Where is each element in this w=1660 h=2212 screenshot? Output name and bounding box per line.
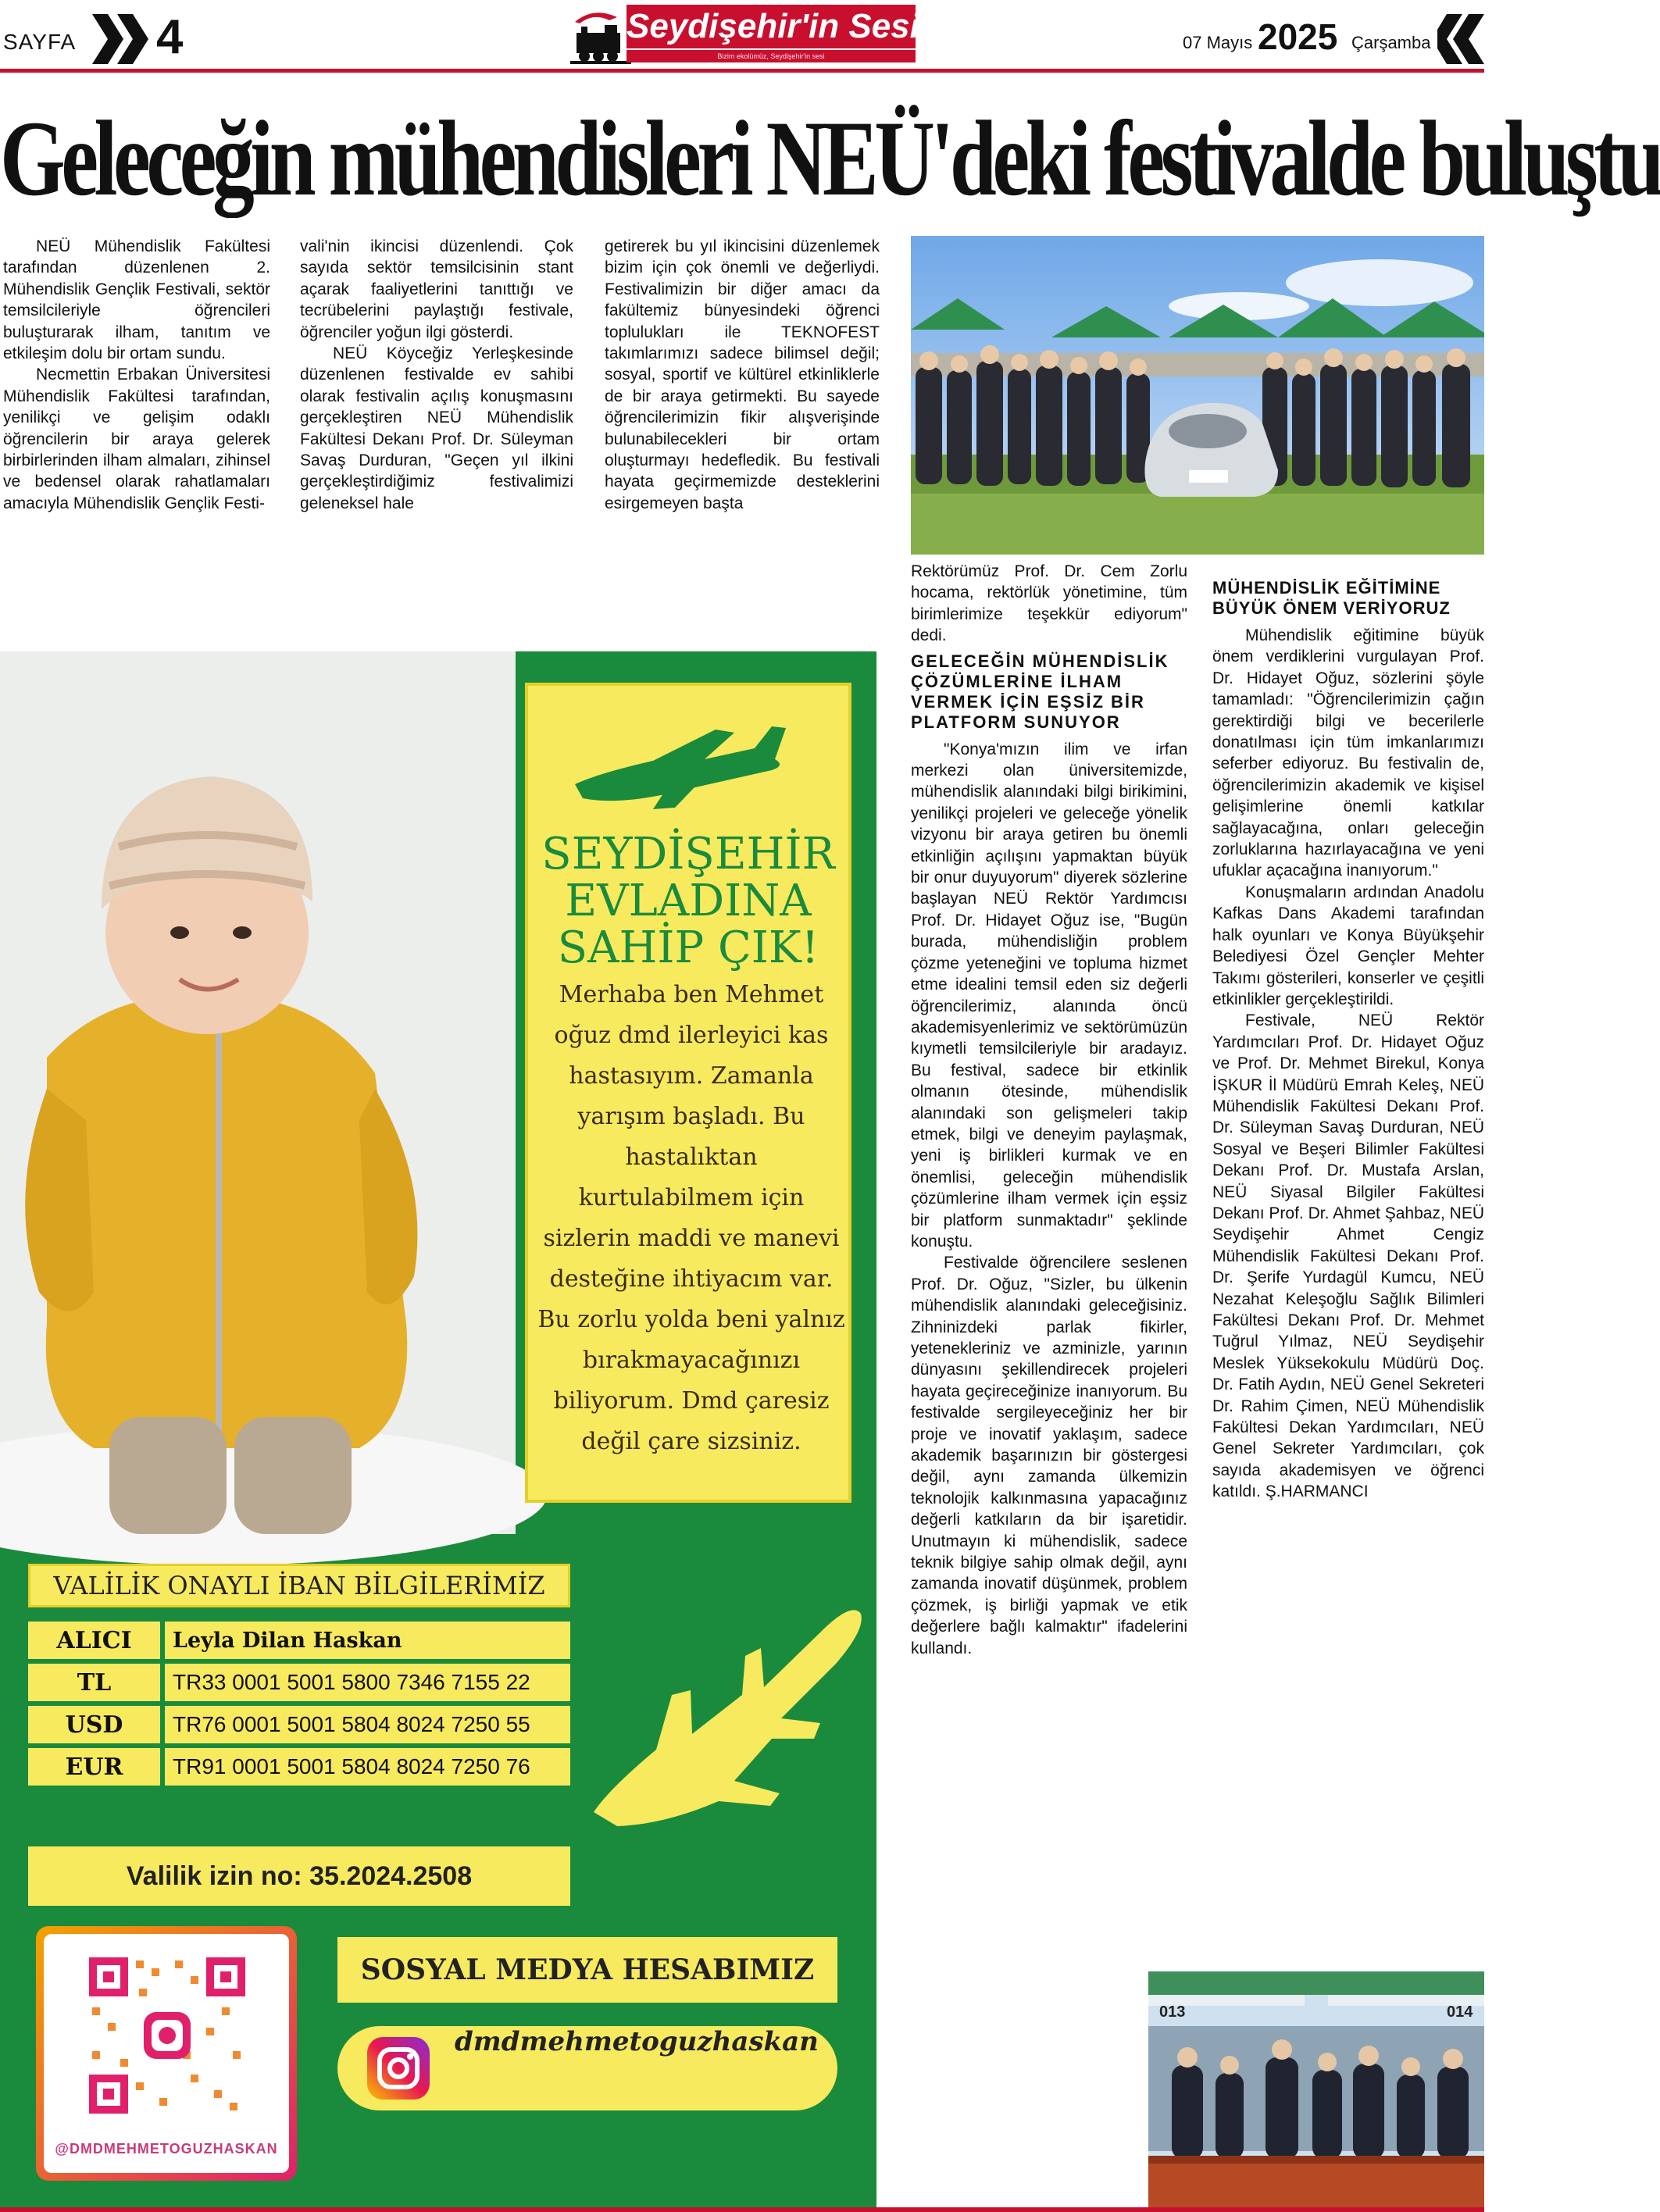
paragraph: NEÜ Köyceğiz Yerleşkesinde düzenlenen festivalde ev sahibi olarak festivalin açılış konuşmasını gerçekleştiren NEÜ Mühendislik Fakültesi Dekanı Prof. Dr. Süleyman Savaş Durduran, "Geçen yıl ilkini gerçekleştirdiğimiz festivalimizi geleneksel hale (300, 344, 573, 512)
page-number: 4 (156, 10, 184, 64)
iban-key: ALICI (28, 1622, 165, 1659)
subheading: GELECEĞİN MÜHENDİSLİK ÇÖZÜMLERİNE İLHAM VERMEK İÇİN EŞSİZ BİR PLATFORM SUNUYOR (911, 651, 1169, 732)
slogan-line-1: SEYDİŞEHİR (541, 829, 835, 879)
instagram-handle-pill[interactable] (337, 2026, 837, 2110)
appeal-panel (525, 683, 851, 1503)
iban-key: TL (28, 1664, 165, 1701)
booth-label-right: 014 (1447, 2003, 1473, 2021)
logo-title: Seydişehir'in Sesi (627, 5, 916, 48)
paragraph: Mühendislik eğitimine büyük önem verdiklerini vurgulayan Prof. Dr. Hidayet Oğuz, sözlerini şöyle tamamladı: "Öğrencilerimizin çağın gerektirdiği bilgi ve becerilerle donatılması için tüm imkanlarımızı seferber ediyoruz. Bu festivalin de, öğrencilerimizin akademik ve kişisel gelişimlerine önemli katkılar sağlayacağına, onları geleceğin zorluklarına hazırlayacağına ve yeni ufuklar açacağına inanıyorum." (1212, 626, 1484, 880)
iban-title: VALİLİK ONAYLI İBAN BİLGİLERİMİZ (28, 1564, 570, 1607)
iban-key: EUR (28, 1748, 165, 1786)
group-photo-image (911, 236, 1484, 555)
qr-code-icon (89, 1957, 245, 2114)
masthead (0, 0, 1484, 72)
paragraph: NEÜ Mühendislik Fakültesi tarafından düzenlenen 2. Mühendislik Gençlik Festivali, sektör temsilcileriyle öğrencileri buluşturarak ilham, tanıtım ve etkileşim dolu bir ortam sundu. (3, 237, 270, 363)
permit-number: Valilik izin no: 35.2024.2508 (28, 1846, 570, 1906)
booth-label-left: 013 (1159, 2003, 1186, 2021)
train-logo-icon (570, 6, 631, 64)
newspaper-logo (570, 2, 919, 67)
table-row (28, 1748, 570, 1786)
double-chevron-right-icon (92, 14, 153, 64)
paragraph: Necmettin Erbakan Üniversitesi Mühendislik Fakültesi tarafından, yenilikçi ve gelişim odaklı öğrencilerin bir araya gelerek birbirlerinden ilham almaları, zihinsel ve bedensel olarak rahatlamaları amacıyla Mühendislik Gençlik Festi- (3, 366, 270, 512)
table-row (28, 1622, 570, 1659)
paragraph: Festivale, NEÜ Rektör Yardımcıları Prof. Dr. Hidayet Oğuz ve Prof. Dr. Mehmet Birekul, Konya İŞKUR İl Müdürü Emrah Keleş, NEÜ Mühendislik Fakültesi Dekanı Prof. Dr. Süleyman Savaş Durduran, NEÜ Sosyal ve Beşeri Bilimler Fakültesi Dekanı Prof. Dr. Mustafa Arslan, NEÜ Siyasal Bilgiler Fakültesi Dekanı Prof. Dr. Ahmet Şahbaz, NEÜ Seydişehir Ahmet Cengiz Mühendislik Fakültesi Dekanı Prof. Dr. Şerife Yurdagül Kumcu, NEÜ Nezahat Keleşoğlu Sağlık Bilimleri Fakültesi Dekanı Prof. Dr. Mehmet Tuğrul Yılmaz, NEÜ Seydişehir Meslek Yüksekokulu Müdürü Doç. Dr. Fatih Aydın, NEÜ Genel Sekreteri Dr. Rahim Çimen, NEÜ Mühendislik Fakültesi Dekan Yardımcıları, NEÜ Genel Sekreter Yardımcıları, çok sayıda akademisyen ve öğrenci katıldı. Ş.HARMANCI (1212, 1011, 1484, 1501)
article-headline: Geleceğin mühendisleri NEÜ'deki festivalde buluştu (0, 98, 1660, 218)
article-column-3 (605, 236, 880, 644)
page-label: SAYFA (3, 30, 77, 54)
instagram-handle: dmdmehmetoguzhaskan (455, 2026, 819, 2057)
festival-booth-photo (1148, 1971, 1484, 2207)
table-row (28, 1706, 570, 1743)
charity-advert (0, 651, 876, 2212)
table-row (28, 1664, 570, 1701)
paragraph: "Konya'mızın ilim ve irfan merkezi olan üniversitemizde, mühendislik alanındaki bilgi birikimini, yenilikçi projeleri ve geleceğe yönelik vizyonu bir araya getiren bu önemli etkinliğin açılışını yapmaktan büyük bir onur duyuyorum" diyerek sözlerine başlayan NEÜ Rektör Yardımcısı Prof. Dr. Hidayet Oğuz ise, "Bugün burada, mühendisliğin problem çözme yeteneğini ve topluma hizmet etme idealini temsil eden siz değerli öğrencilerimiz, alanında öncü akademisyenlerimiz ve sektörümüzün kıymetli temsilcileriyle bir aradayız. Bu festival, sadece bir etkinlik olmanın ötesinde, mühendislik alanındaki son gelişmeleri takip etmek, bilgi ve deneyim paylaşmak, yeni iş birlikleri kurmak ve en önemlisi, geleceğin mühendislik çözümlerine ilham vermek için eşsiz bir platform sunmaktadır" şeklinde konuştu. (911, 740, 1187, 1250)
social-media-title: SOSYAL MEDYA HESABIMIZ (337, 1937, 837, 2003)
festival-group-photo (911, 236, 1484, 555)
iban-table (28, 1617, 570, 1790)
page-bottom-rule (0, 2207, 1484, 2212)
slogan-line-3: SAHİP ÇIK! (557, 922, 819, 973)
article-column-4 (911, 561, 1187, 2209)
iban-value: TR91 0001 5001 5804 8024 7250 76 (165, 1748, 570, 1786)
paragraph: Konuşmaların ardından Anadolu Kafkas Dans Akademi tarafından halk oyunları ve Konya Büyükşehir Belediyesi Özel Gençler Mehter Takımı gösterileri, konserler ve çeşitli etkinlikler gerçekleştirildi. (1212, 883, 1484, 1008)
logo-subtitle: Bizim ekolümüz, Seydişehir'in sesi (627, 50, 916, 62)
paragraph: Rektörümüz Prof. Dr. Cem Zorlu hocama, rektörlük yönetimine, tüm birimlerimize teşekkür ediyorum" dedi. (911, 562, 1187, 645)
appeal-story: Merhaba ben Mehmet oğuz dmd ilerleyici kas hastasıyım. Zamanla yarışım başladı. Bu hastalıktan kurtulabilmem için sizlerin maddi ve manevi desteğine ihtiyacım var. Bu zorlu yolda beni yalnız bırakmayacağınızı biliyorum. Dmd çaresiz değil çare sizsiniz. (537, 981, 845, 1455)
issue-date-weekday: Çarşamba (1351, 33, 1431, 52)
paragraph: getirerek bu yıl ikincisini düzenlemek bizim için çok önemli ve değerliydi. Festivalimizin bir diğer amacı da fakültemiz bünyesindeki öğrenci toplulukları ile TEKNOFEST takımlarımızı sadece bilimsel değil; sosyal, sportif ve kültürel etkinliklerle de bir araya getirmekti. Bu sayede öğrencilerimizin fikir alışverişinde bulunabilecekleri bir ortam oluşturmayı hedefledik. Bu festivali hayata geçirmemizde desteklerini esirgemeyen başta (605, 237, 880, 512)
instagram-icon (367, 2037, 430, 2100)
article-column-1 (3, 236, 270, 644)
qr-caption: @DMDMEHMETOGUZHASKAN (55, 2141, 278, 2157)
iban-value: Leyla Dilan Haskan (165, 1622, 570, 1659)
issue-date-day: 07 Mayıs (1183, 33, 1253, 52)
airplane-icon (586, 1578, 867, 1828)
airplane-icon (567, 698, 801, 815)
double-chevron-left-icon (1437, 14, 1484, 64)
iban-value: TR76 0001 5001 5804 8024 7250 55 (165, 1706, 570, 1743)
slogan-line-2: EVLADINA (565, 876, 812, 926)
masthead-rule (0, 69, 1484, 73)
booth-photo-image (1148, 1971, 1484, 2207)
instagram-qr-card[interactable] (36, 1926, 297, 2181)
child-photo-image (0, 651, 516, 1534)
paragraph: Festivalde öğrencilere seslenen Prof. Dr. Oğuz, "Sizler, bu ülkenin mühendislik alanındaki geleceğisiniz. Zihninizdeki parlak fikirler, yetenekleriniz ve azminizle, yarının dünyasını şekillendirecek projeleri hayata geçireceğinize inanıyorum. Bu festivalde sergileyeceğiniz her bir proje ve inovatif yaklaşım, sadece akademik başarınızın bir göstergesi değil, aynı zamanda ülkemizin teknolojik kalkınmasına yapacağınız değerli katkıların da bir işaretidir. Unutmayın ki mühendislik, sadece teknik bilgiye sahip olmak değil, aynı zamanda inovatif düşünmek, problem çözmek, iş birliği yapmak ve etik değerlere bağlı kalmaktır" ifadelerini kullandı. (911, 1254, 1187, 1657)
subheading: MÜHENDİSLİK EĞİTİMİNE BÜYÜK ÖNEM VERİYORUZ (1212, 578, 1451, 618)
article-column-5 (1212, 573, 1484, 1964)
article-column-2 (300, 236, 573, 644)
issue-date-year: 2025 (1258, 16, 1338, 57)
child-photo-oval (0, 651, 516, 1534)
paragraph: vali'nin ikincisi düzenlendi. Çok sayıda sektör temsilcisinin stant açarak faaliyetlerini tanıttığı ve tecrübelerini paylaştığı festivale, öğrenciler yoğun ilgi gösterdi. (300, 237, 573, 341)
iban-key: USD (28, 1706, 165, 1743)
iban-value: TR33 0001 5001 5800 7346 7155 22 (165, 1664, 570, 1701)
